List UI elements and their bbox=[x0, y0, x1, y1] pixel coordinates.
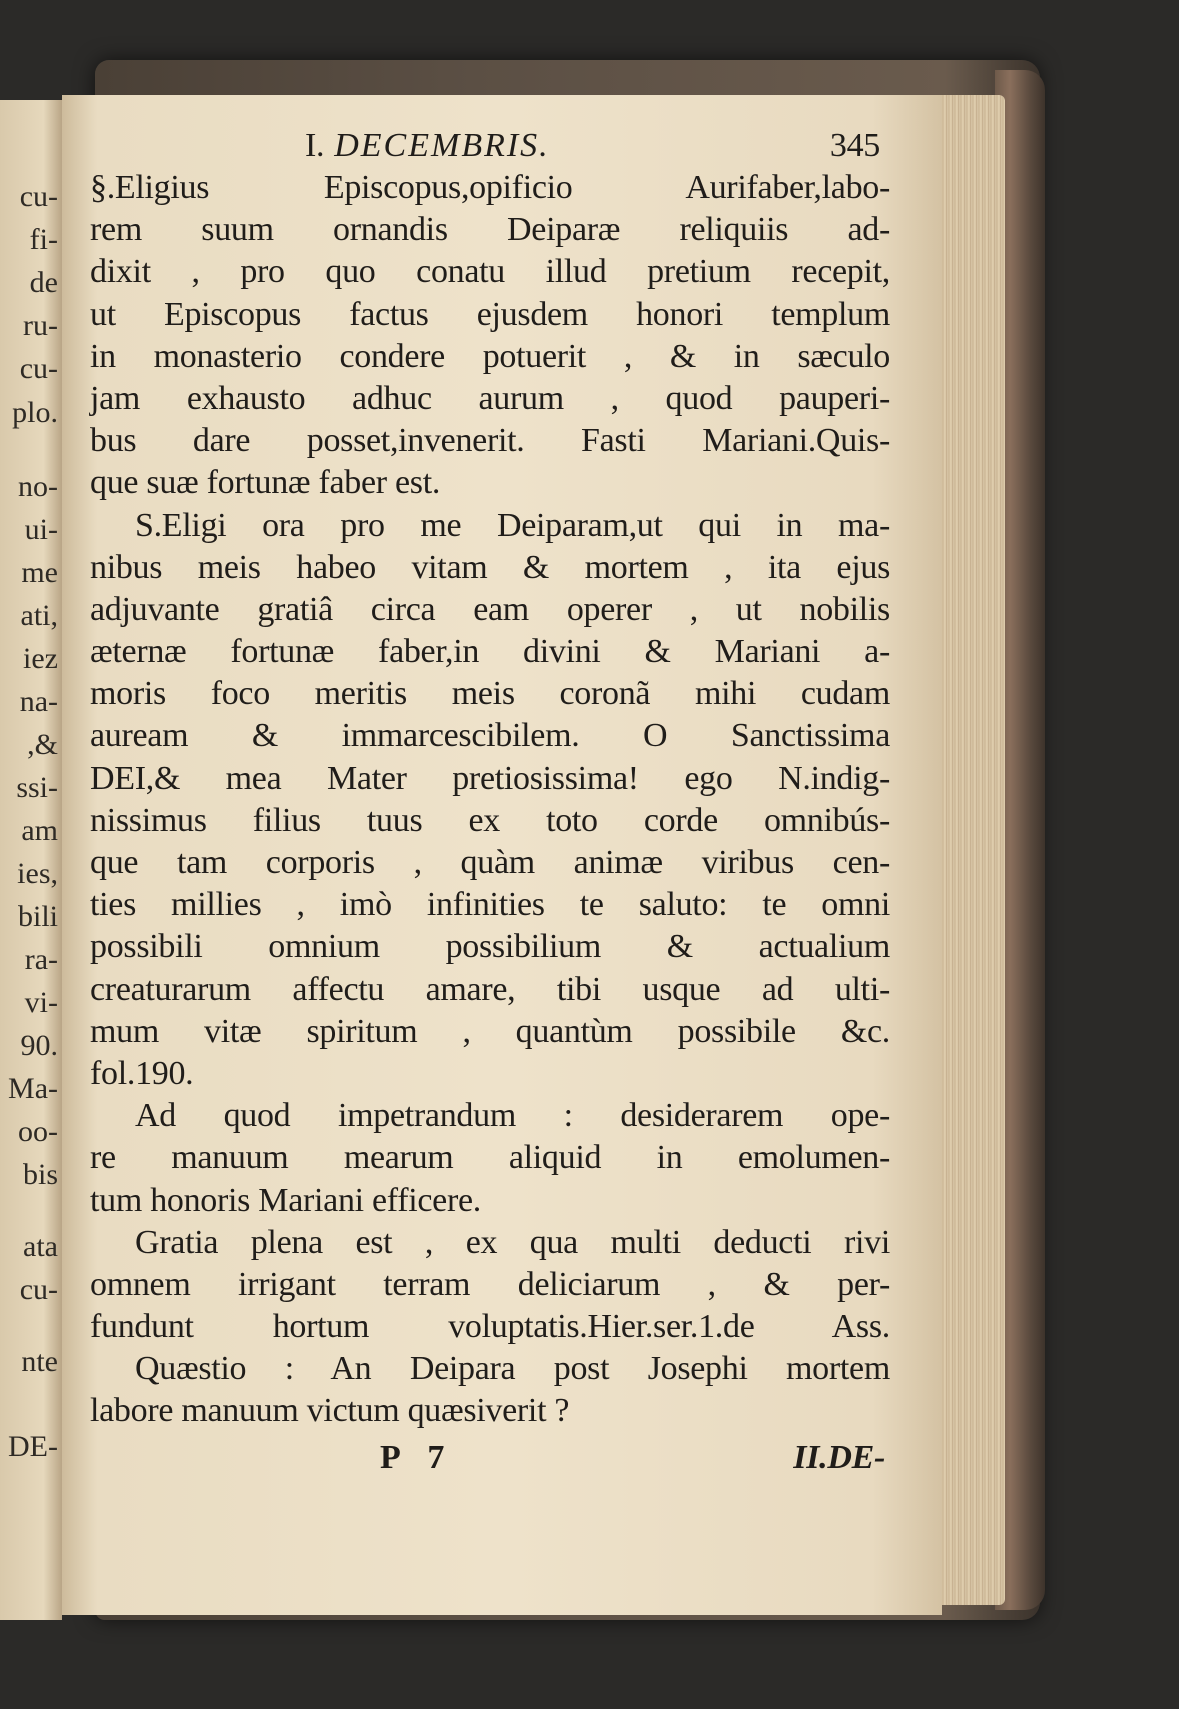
left-page-text: DE- bbox=[8, 1430, 58, 1463]
left-page-text: oo- bbox=[18, 1115, 58, 1148]
text-line: Gratia plena est , ex qua multi deducti rivi bbox=[135, 1223, 890, 1261]
header-title: DECEMBRIS. bbox=[334, 127, 550, 164]
left-page-text: cu- bbox=[19, 1273, 58, 1306]
left-page-text: fi- bbox=[29, 223, 58, 256]
left-page-text: Ma- bbox=[8, 1072, 58, 1105]
text-line: fol.190. bbox=[90, 1054, 194, 1092]
text-line: que tam corporis , quàm animæ viribus cen- bbox=[90, 844, 890, 881]
running-header bbox=[90, 125, 890, 167]
text-line: Ad quod impetrandum : desiderarem ope- bbox=[135, 1097, 890, 1135]
left-page-text: vi- bbox=[24, 986, 58, 1019]
text-line: Quæstio : An Deipara post Josephi mortem bbox=[135, 1350, 890, 1388]
left-page-text: me bbox=[21, 556, 58, 589]
text-line: labore manuum victum quæsiverit ? bbox=[90, 1392, 570, 1430]
text-line: rem suum ornandis Deiparæ reliquiis ad- bbox=[90, 211, 890, 249]
page-edges bbox=[935, 95, 1005, 1605]
text-line: nissimus filius tuus ex toto corde omnibús- bbox=[90, 801, 890, 839]
left-page-text: ata bbox=[23, 1230, 58, 1263]
left-page-text: plo. bbox=[12, 396, 58, 429]
text-line: adjuvante gratiâ circa eam operer , ut nobilis bbox=[90, 590, 890, 628]
left-page-fragment bbox=[0, 100, 62, 1620]
left-page-text: no- bbox=[18, 470, 58, 503]
text-line: omnem irrigant terram deliciarum , & per- bbox=[90, 1265, 890, 1303]
catchword: II.DE- bbox=[793, 1438, 885, 1476]
left-page-text: bis bbox=[22, 1158, 58, 1191]
text-line: que suæ fortunæ faber est. bbox=[90, 464, 441, 502]
text-line: dixit , pro quo conatu illud pretium recepit, bbox=[90, 253, 890, 291]
left-page-text: ies, bbox=[17, 857, 58, 890]
text-line: creaturarum affectu amare, tibi usque ad ulti- bbox=[90, 970, 890, 1008]
left-page-text: ,& bbox=[27, 728, 58, 761]
left-page-text: am bbox=[21, 814, 58, 847]
signature-mark: P 7 bbox=[380, 1438, 455, 1476]
text-line: S.Eligi ora pro me Deiparam,ut qui in ma- bbox=[135, 506, 890, 544]
text-line: bus dare posset,invenerit. Fasti Mariani.Quis- bbox=[90, 422, 890, 460]
text-line: mum vitæ spiritum , quantùm possibile &c. bbox=[90, 1012, 890, 1050]
text-line: fundunt hortum voluptatis.Hier.ser.1.de Ass. bbox=[90, 1308, 890, 1346]
book-page bbox=[62, 95, 942, 1615]
page-body bbox=[90, 167, 890, 1433]
text-line: DEI,& mea Mater pretiosissima! ego N.indig- bbox=[90, 759, 890, 797]
left-page-text: ru- bbox=[23, 309, 58, 342]
page-text bbox=[90, 125, 890, 1479]
left-page-text: bili bbox=[17, 900, 58, 933]
text-line: moris foco meritis meis coronã mihi cudam bbox=[90, 675, 890, 713]
text-line: §.Eligius Episcopus,opificio Aurifaber,labo- bbox=[90, 169, 890, 206]
left-page-text: cu- bbox=[19, 180, 58, 213]
left-page-text: na- bbox=[19, 685, 58, 718]
page-footer bbox=[90, 1437, 890, 1479]
text-line: ties millies , imò infinities te saluto: te omni bbox=[90, 886, 890, 924]
left-page-text: ssi- bbox=[16, 771, 58, 804]
left-page-text: ui- bbox=[24, 513, 58, 546]
text-line: ut Episcopus factus ejusdem honori templum bbox=[90, 295, 890, 333]
text-line: re manuum mearum aliquid in emolumen- bbox=[90, 1139, 890, 1177]
header-number: I. bbox=[305, 127, 325, 164]
left-page-text: ati, bbox=[20, 599, 58, 632]
text-line: æternæ fortunæ faber,in divini & Mariani a- bbox=[90, 633, 890, 671]
text-line: tum honoris Mariani efficere. bbox=[90, 1181, 481, 1219]
text-line: in monasterio condere potuerit , & in sæculo bbox=[90, 337, 890, 375]
text-line: nibus meis habeo vitam & mortem , ita ejus bbox=[90, 548, 890, 586]
left-page-text: 90. bbox=[20, 1029, 58, 1062]
page-number: 345 bbox=[829, 127, 880, 164]
left-page-text: ra- bbox=[24, 943, 58, 976]
text-line: jam exhausto adhuc aurum , quod pauperi- bbox=[90, 379, 890, 417]
left-page-text: cu- bbox=[19, 352, 58, 385]
left-page-text: iez bbox=[23, 642, 58, 675]
text-line: auream & immarcescibilem. O Sanctissima bbox=[90, 717, 890, 755]
left-page-text: de bbox=[29, 266, 58, 299]
text-line: possibili omnium possibilium & actualium bbox=[90, 928, 890, 966]
left-page-text: nte bbox=[21, 1345, 58, 1378]
